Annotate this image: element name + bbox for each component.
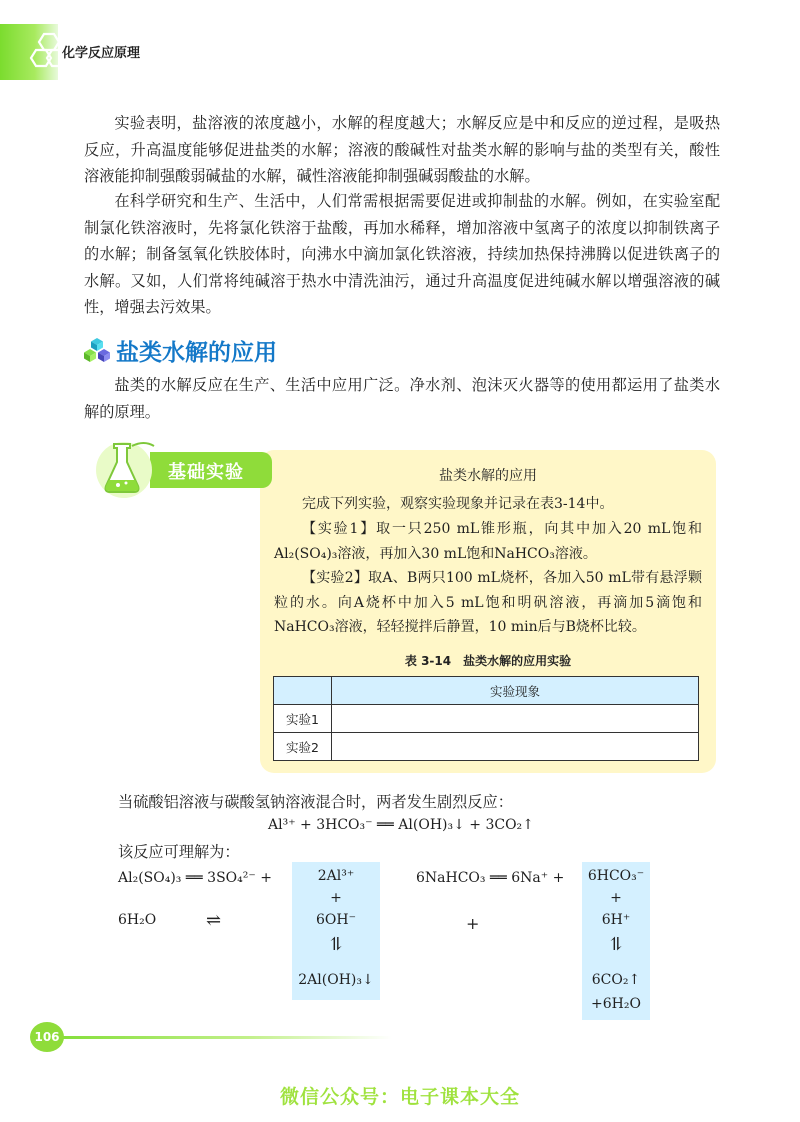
reversible-arrow-icon: ⇌ (206, 910, 222, 931)
main-equation: Al³⁺ + 3HCO₃⁻ ══ Al(OH)₃↓ + 3CO₂↑ (268, 817, 534, 833)
left-box-arrow-icon: ⥮ (328, 934, 344, 955)
left-box-line-5: 2Al(OH)₃↓ (298, 972, 374, 988)
table-header-row (274, 677, 699, 705)
left-water-label: 6H₂O (118, 912, 157, 928)
page-number: 106 (30, 1022, 64, 1052)
left-box-line-1: 2Al³⁺ (317, 868, 355, 884)
section-heading (84, 332, 277, 368)
left-box-line-2: + (330, 890, 342, 906)
right-plus-sign: + (466, 914, 480, 933)
cubes-icon (84, 337, 110, 363)
row-label-experiment-2: 实验2 (274, 733, 332, 761)
left-box-line-3: 6OH⁻ (316, 912, 356, 928)
reaction-intro-text: 当硫酸铝溶液与碳酸氢钠溶液混合时，两者发生剧烈反应： (118, 793, 513, 811)
right-box-line-1: 6HCO₃⁻ (587, 868, 645, 884)
observation-cell-2[interactable] (332, 733, 699, 761)
explanation-intro-text: 该反应可理解为： (118, 843, 240, 861)
right-box-line-5: 6CO₂↑ (591, 972, 641, 988)
paragraph-applications-example: 在科学研究和生产、生活中，人们常需根据需要促进或抑制盐的水解。例如，在实验室配制氯化铁溶液时，先将氯化铁溶于盐酸，再加水稀释，增加溶液中氢离子的浓度以抑制铁离子的水解；制备氢氧化铁胶体时，向沸水中滴加氯化铁溶液，持续加热保持沸腾以促进铁离子的水解。又如，人们常将纯碱溶于热水中清洗油污，通过升高温度促进纯碱水解以增强溶液的碱性，增强去污效果。 (84, 192, 720, 316)
experiment-2-text: 【实验2】取A、B两只100 mL烧杯，各加入50 mL带有悬浮颗粒的水。向A烧杯中加入5 mL饱和明矾溶液，再滴加5滴饱和NaHCO₃溶液，轻轻搅拌后静置，10 min后与B烧杯比较。 (274, 570, 702, 635)
footer-line (32, 1036, 392, 1039)
watermark-text: 微信公众号：电子课本大全 (279, 1086, 520, 1108)
right-dissociation-equation: 6NaHCO₃ ══ 6Na⁺ + (416, 870, 565, 886)
chapter-title: 化学反应原理 (62, 46, 141, 61)
right-box-line-2: + (610, 890, 622, 906)
table-row (274, 733, 699, 761)
row-label-experiment-1: 实验1 (274, 705, 332, 733)
left-dissociation-equation: Al₂(SO₄)₃ ══ 3SO₄²⁻ + (118, 870, 272, 886)
table-header-empty (274, 677, 332, 705)
table-header-observation: 实验现象 (332, 677, 699, 705)
observation-cell-1[interactable] (332, 705, 699, 733)
experiment-title: 盐类水解的应用 (439, 468, 537, 484)
observation-table (273, 676, 699, 761)
right-box-line-3: 6H⁺ (601, 912, 631, 928)
section-intro: 盐类的水解反应在生产、生活中应用广泛。净水剂、泡沫灭火器等的使用都运用了盐类水解的原理。 (84, 376, 720, 421)
paragraph-hydrolysis-factors: 实验表明，盐溶液的浓度越小，水解的程度越大；水解反应是中和反应的逆过程，是吸热反应，升高温度能够促进盐类的水解；溶液的酸碱性对盐类水解的影响与盐的类型有关，酸性溶液能抑制强酸弱碱盐的水解，碱性溶液能抑制强碱弱酸盐的水解。 (84, 114, 720, 185)
table-caption: 表 3-14 盐类水解的应用实验 (404, 654, 572, 668)
right-box-arrow-icon: ⥮ (608, 934, 624, 955)
experiment-intro: 完成下列实验，观察实验现象并记录在表3-14中。 (302, 496, 614, 512)
experiment-tab-label: 基础实验 (168, 462, 244, 483)
right-box-line-6: +6H₂O (591, 996, 641, 1012)
flask-icon (94, 436, 166, 500)
section-title: 盐类水解的应用 (116, 339, 277, 366)
experiment-1-text: 【实验1】取一只250 mL锥形瓶，向其中加入20 mL饱和Al₂(SO₄)₃溶液，再加入30 mL饱和NaHCO₃溶液。 (274, 521, 702, 562)
table-row (274, 705, 699, 733)
